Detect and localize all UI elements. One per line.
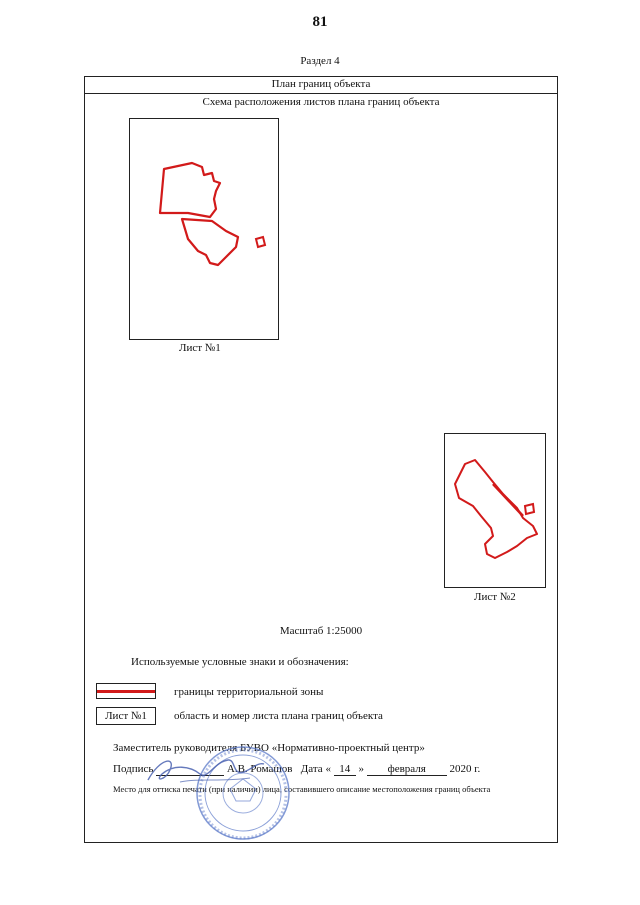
sign-label: Подпись xyxy=(113,763,154,775)
page-number: 81 xyxy=(312,14,328,30)
section-title: Раздел 4 xyxy=(300,55,340,67)
handwritten-signature-icon xyxy=(140,752,270,797)
date-month: февраля xyxy=(367,763,447,776)
sheet-1-label: Лист №1 xyxy=(179,342,221,354)
date-mid: » xyxy=(358,763,364,775)
signer-name: А.В. Ромашов xyxy=(226,763,293,775)
signer-position: Заместитель руководителя БУВО «Нормативно-проектный центр» xyxy=(113,742,425,754)
legend-sheet-symbol: Лист №1 xyxy=(96,707,156,725)
sheet-2 xyxy=(444,433,546,588)
date-label: Дата « xyxy=(300,763,331,775)
stamp-note: Место для оттиска печати (при наличии) лица, составившего описание местоположения границ объекта xyxy=(113,784,491,794)
date-year: 2020 г. xyxy=(449,763,481,775)
sheet-1 xyxy=(129,118,279,340)
plan-subtitle: Схема расположения листов плана границ объекта xyxy=(202,96,440,108)
legend-boundary-symbol xyxy=(96,683,156,699)
scale-label: Масштаб 1:25000 xyxy=(279,625,363,637)
legend-title: Используемые условные знаки и обозначения: xyxy=(131,656,349,668)
sheet-2-label: Лист №2 xyxy=(474,591,516,603)
legend-boundary-text: границы территориальной зоны xyxy=(174,686,324,698)
sheet-1-boundary-map xyxy=(130,119,280,341)
date-day: 14 xyxy=(334,763,356,776)
plan-title: План границ объекта xyxy=(84,76,558,94)
legend-sheet-text: область и номер листа плана границ объекта xyxy=(174,710,383,722)
sheet-2-boundary-map xyxy=(445,434,547,589)
